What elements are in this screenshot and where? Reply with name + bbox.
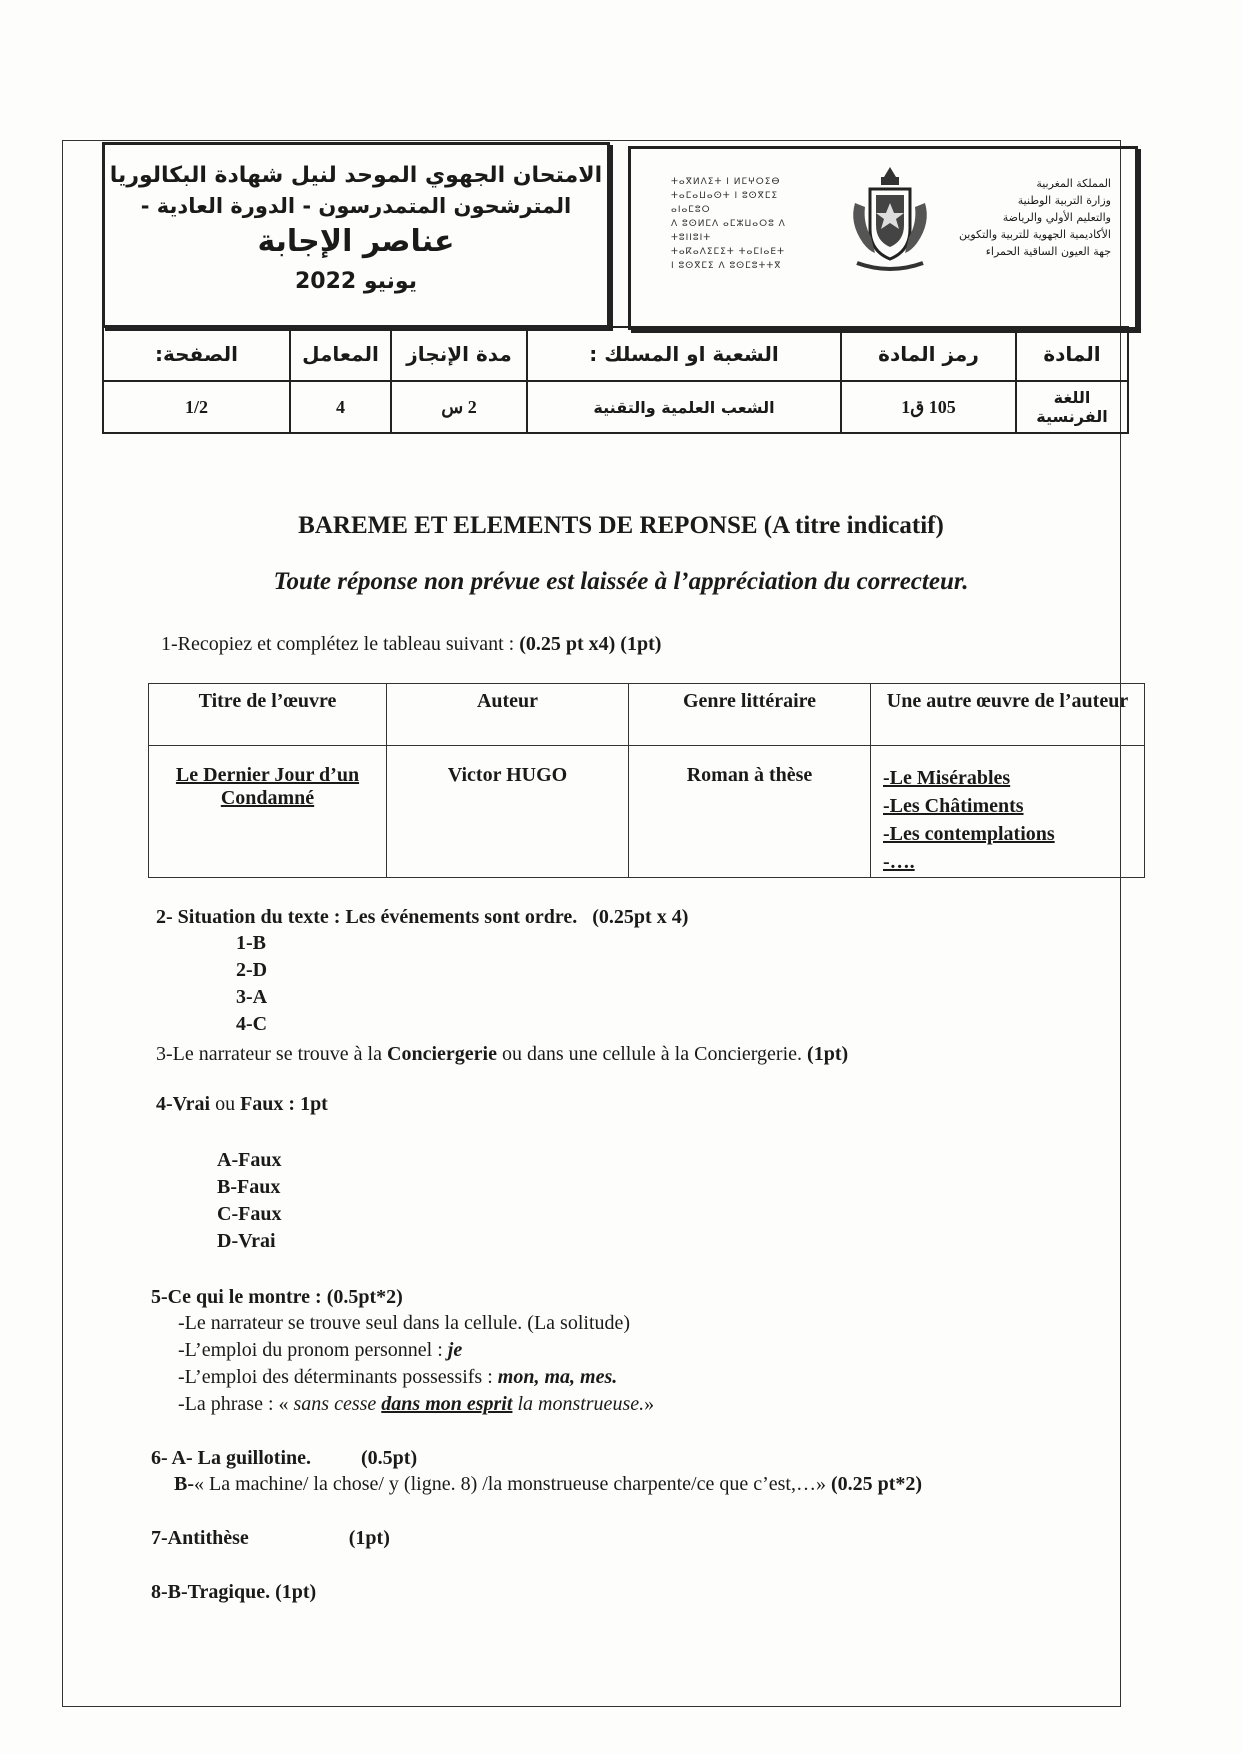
stream-header: الشعبة او المسلك : <box>527 327 841 381</box>
ministry-text: المملكة المغربية وزارة التربية الوطنية والتعليم الأولي والرياضة الأكاديمية الجهوية للتربية والتكوين جهة العيون الساقية الحمراء <box>958 177 1111 258</box>
session-date: يونيو 2022 <box>295 269 417 294</box>
ministry-header-box <box>628 146 1138 330</box>
subtitle: Toute réponse non prévue est laissée à l’appréciation du correcteur. <box>273 568 969 595</box>
page-value: 1/2 <box>103 381 290 433</box>
subject-code-header: رمز المادة <box>841 327 1016 381</box>
exam-info-table <box>102 326 1129 434</box>
question-3: 3-Le narrateur se trouve à la Conciergerie ou dans une cellule à la Conciergerie. (1pt) <box>156 1043 849 1065</box>
q5-line-3: -L’emploi des déterminants possessifs : mon, ma, mes. <box>178 1366 618 1388</box>
question-1: 1-Recopiez et complétez le tableau suivant : (0.25 pt x4) (1pt) <box>161 633 662 655</box>
exam-header-box <box>102 142 610 328</box>
col-other-work: Une autre œuvre de l’auteur <box>871 684 1145 746</box>
exam-title: الامتحان الجهوي الموحد لنيل شهادة البكالوريا <box>109 163 603 188</box>
works-table <box>148 683 1145 878</box>
question-6-a: 6- A- La guillotine. (0.5pt) <box>151 1447 418 1469</box>
q5-line-1: -Le narrateur se trouve seul dans la cellule. (La solitude) <box>178 1312 631 1334</box>
q5-line-2: -L’emploi du pronom personnel : je <box>178 1339 463 1361</box>
stream-value: الشعب العلمية والتقنية <box>527 381 841 433</box>
cell-title: Le Dernier Jour d’un Condamné <box>149 746 387 878</box>
question-4: 4-Vrai ou Faux : 1pt <box>156 1093 328 1115</box>
q4-answers: A-Faux B-Faux C-Faux D-Vrai <box>217 1149 282 1252</box>
cell-author: Victor HUGO <box>387 746 629 878</box>
subject-code-value: 105 ق1 <box>841 381 1016 433</box>
answer-elements-heading: عناصر الإجابة <box>257 224 455 259</box>
subject-value: اللغة الفرنسية <box>1016 381 1128 433</box>
q5-line-4: -La phrase : « sans cesse dans mon esprit la monstrueuse.» <box>178 1393 655 1415</box>
question-5: 5-Ce qui le montre : (0.5pt*2) <box>151 1286 403 1308</box>
question-7: 7-Antithèse (1pt) <box>151 1527 390 1549</box>
cell-genre: Roman à thèse <box>629 746 871 878</box>
question-2: 2- Situation du texte : Les événements sont ordre. (0.25pt x 4) <box>156 906 689 928</box>
subject-header: المادة <box>1016 327 1128 381</box>
col-author: Auteur <box>387 684 629 746</box>
tifinagh-text: ⵜⴰⴳⵍⴷⵉⵜ ⵏ ⵍⵎⵖⵔⵉⴱ ⵜⴰⵎⴰⵡⴰⵙⵜ ⵏ ⵓⵙⴳⵎⵉ ⴰⵏⴰⵎⵓⵔ ⴷ ⵓⵙⵍⵎⴷ ⴰⵎⵣⵡⴰⵔⵓ ⴷ ⵜⵓⵏⵏⵓⵏⵜ ⵜⴰⴽⴰⴷⵉⵎⵉⵜ ⵜⴰⵎⵏⴰⴹⵜ ⵏ ⵓⵙⴳⵎⵉ ⴷ ⵓⵙⵎⵓⵜⵜⴳ <box>671 177 786 271</box>
coat-of-arms-icon <box>845 163 935 283</box>
question-6-b: B-« La machine/ la chose/ y (ligne. 8) /la monstrueuse charpente/ce que c’est,…» (0.25 pt*2) <box>174 1473 923 1495</box>
candidates-line: المترشحون المتمدرسون - الدورة العادية - <box>140 194 572 218</box>
page-header: الصفحة: <box>103 327 290 381</box>
question-8: 8-B-Tragique. (1pt) <box>151 1581 317 1603</box>
col-title: Titre de l’œuvre <box>149 684 387 746</box>
col-genre: Genre littéraire <box>629 684 871 746</box>
q2-answers: 1-B 2-D 3-A 4-C <box>236 932 268 1035</box>
cell-other-works: -Le Misérables -Les Châtiments -Les contemplations -…. <box>871 746 1145 878</box>
duration-header: مدة الإنجاز <box>391 327 527 381</box>
duration-value: 2 س <box>391 381 527 433</box>
coefficient-header: المعامل <box>290 327 391 381</box>
coefficient-value: 4 <box>290 381 391 433</box>
main-title: BAREME ET ELEMENTS DE REPONSE (A titre indicatif) <box>298 512 944 539</box>
